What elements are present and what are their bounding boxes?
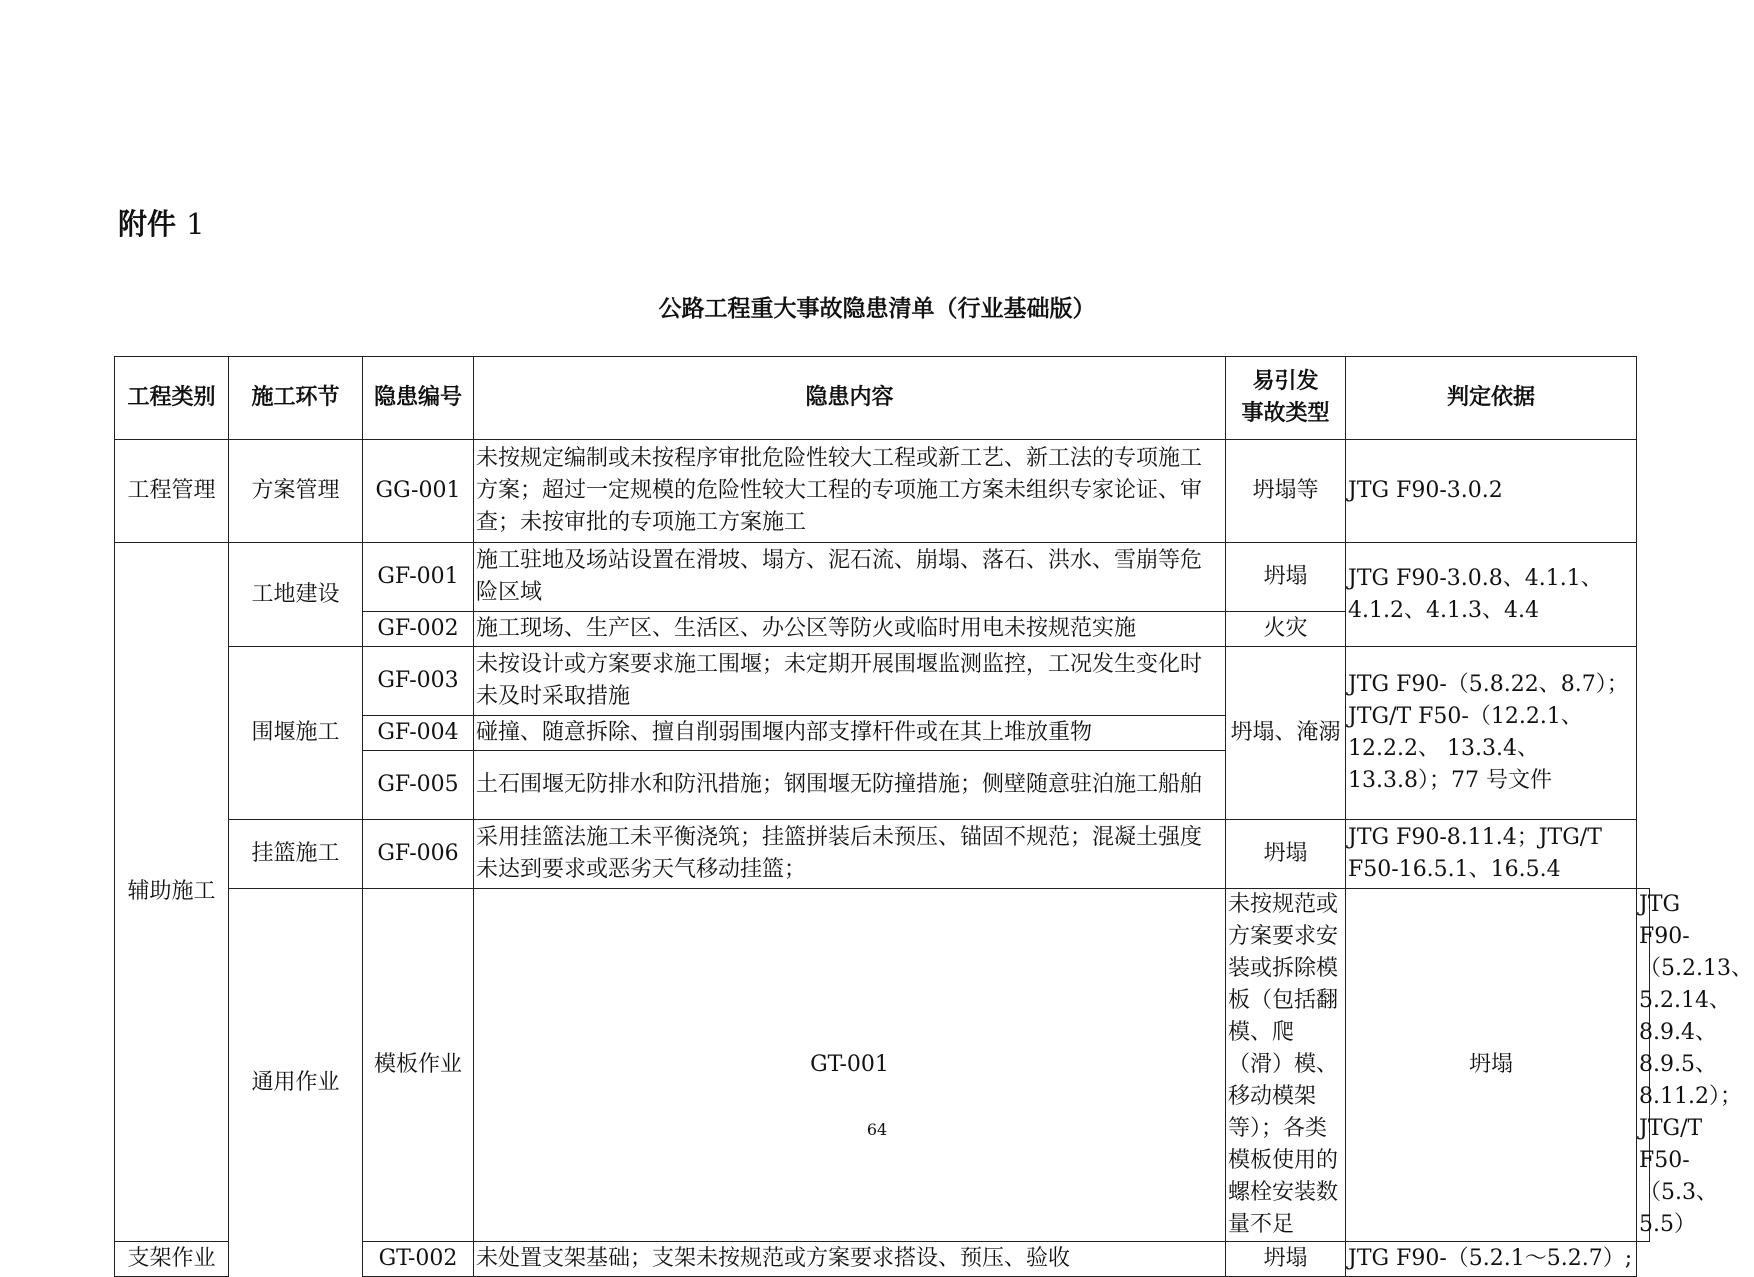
content-cell: 碰撞、随意拆除、擅自削弱围堰内部支撑杆件或在其上堆放重物 [474,716,1226,751]
stage-cell: 支架作业 [115,1242,229,1277]
stage-cell: 围堰施工 [229,647,363,820]
document-title: 公路工程重大事故隐患清单（行业基础版） [658,296,1096,322]
page-number: 64 [866,1120,888,1139]
table-row [115,647,1650,716]
content-cell: 施工驻地及场站设置在滑坡、塌方、泥石流、崩塌、落石、洪水、雪崩等危险区域 [474,543,1226,612]
header-accident-line2: 事故类型 [1241,401,1330,426]
accident-cell: 坍塌 [1226,1242,1346,1277]
header-accident [1226,357,1346,440]
stage-cell: 模板作业 [363,889,474,1242]
stage-cell: 工地建设 [229,543,363,647]
accident-cell: 坍塌 [1226,820,1346,889]
content-cell: 采用挂篮法施工未平衡浇筑；挂篮拼装后未预压、锚固不规范；混凝土强度未达到要求或恶劣天气移动挂篮； [474,820,1226,889]
accident-cell: 坍塌、淹溺 [1226,647,1346,820]
accident-cell: 坍塌 [1226,543,1346,612]
table-row [115,543,1650,612]
header-row [115,357,1650,440]
accident-cell: 火灾 [1226,612,1346,647]
content-cell: 施工现场、生产区、生活区、办公区等防火或临时用电未按规范实施 [474,612,1226,647]
header-stage: 施工环节 [229,357,363,440]
code-cell: GF-001 [363,543,474,612]
attachment-number: 1 [186,207,205,241]
header-basis: 判定依据 [1346,357,1637,440]
basis-cell: JTG F90-（5.2.13、5.2.14、8.9.4、8.9.5、8.11.2）；JTG/T F50-（5.3、5.5） [1637,889,1650,1242]
stage-cell: 方案管理 [229,440,363,543]
basis-cell: JTG F90-3.0.8、4.1.1、4.1.2、4.1.3、4.4 [1346,543,1637,647]
code-cell: GF-006 [363,820,474,889]
code-cell: GG-001 [363,440,474,543]
content-cell: 未按设计或方案要求施工围堰；未定期开展围堰监测监控，工况发生变化时未及时采取措施 [474,647,1226,716]
category-cell: 工程管理 [115,440,229,543]
attachment-word: 附件 [118,207,177,241]
code-cell: GF-002 [363,612,474,647]
table-row [115,440,1650,543]
category-cell: 通用作业 [229,889,363,1277]
code-cell: GT-001 [474,889,1226,1242]
code-cell: GF-004 [363,716,474,751]
header-category: 工程类别 [115,357,229,440]
basis-cell: JTG F90-8.11.4；JTG/T F50-16.5.1、16.5.4 [1346,820,1637,889]
content-cell: 土石围堰无防排水和防汛措施；钢围堰无防撞措施；侧壁随意驻泊施工船舶 [474,751,1226,820]
category-cell: 辅助施工 [115,543,229,1242]
code-cell: GT-002 [363,1242,474,1277]
basis-cell: JTG F90-（5.2.1～5.2.7）; [1346,1242,1637,1277]
accident-cell: 坍塌 [1346,889,1637,1242]
accident-cell: 坍塌等 [1226,440,1346,543]
stage-cell: 挂篮施工 [229,820,363,889]
table-row [115,820,1650,889]
table-row [115,889,1650,1242]
header-code: 隐患编号 [363,357,474,440]
attachment-label [118,202,205,243]
basis-cell: JTG F90-3.0.2 [1346,440,1637,543]
code-cell: GF-005 [363,751,474,820]
content-cell: 未按规范或方案要求安装或拆除模板（包括翻模、爬（滑）模、移动模架等）；各类模板使用的螺栓安装数量不足 [1226,889,1346,1242]
code-cell: GF-003 [363,647,474,716]
header-accident-line1: 易引发 [1252,369,1319,394]
content-cell: 未处置支架基础；支架未按规范或方案要求搭设、预压、验收 [474,1242,1226,1277]
basis-cell: JTG F90-（5.8.22、8.7）；JTG/T F50-（12.2.1、12.2.2、 13.3.4、13.3.8）；77 号文件 [1346,647,1637,820]
header-content: 隐患内容 [474,357,1226,440]
content-cell: 未按规定编制或未按程序审批危险性较大工程或新工艺、新工法的专项施工方案；超过一定规模的危险性较大工程的专项施工方案未组织专家论证、审查；未按审批的专项施工方案施工 [474,440,1226,543]
